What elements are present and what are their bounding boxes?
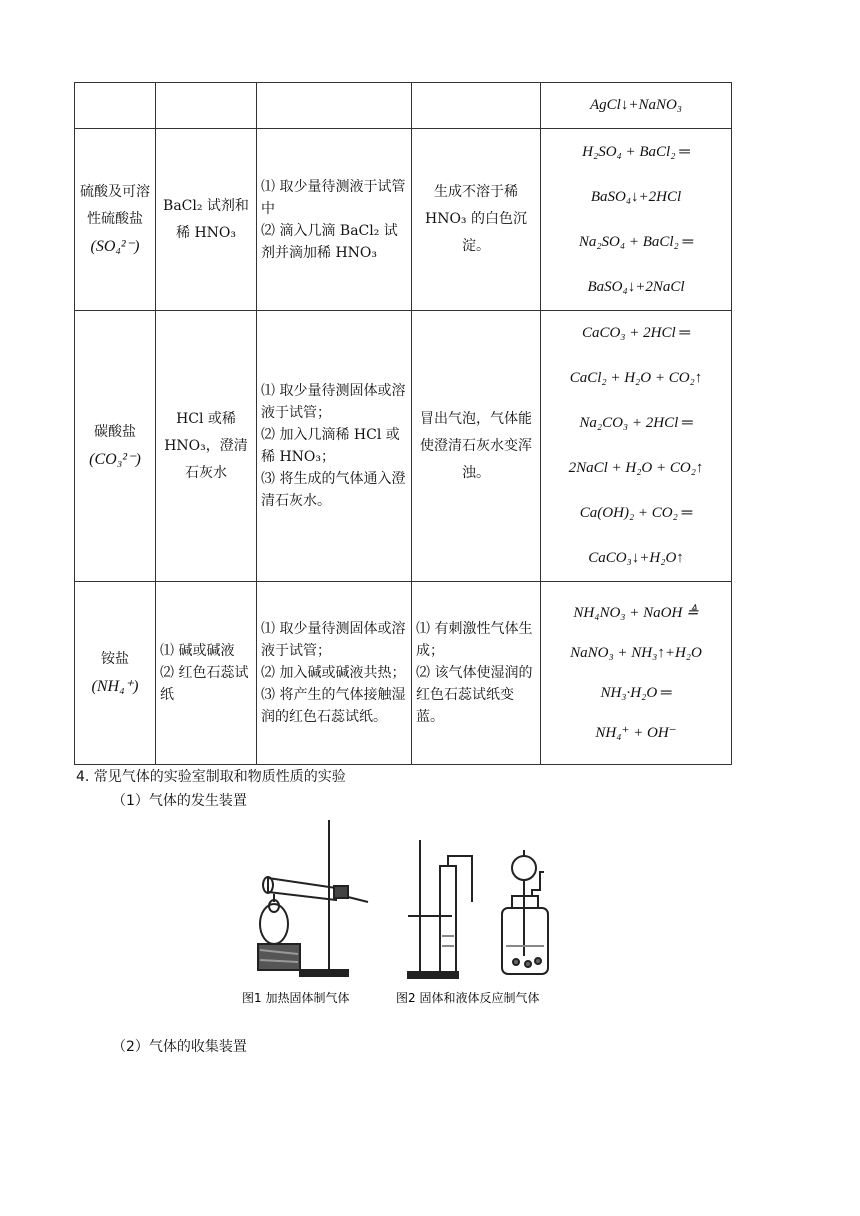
ion-name: 硫酸及可溶性硫酸盐 <box>80 184 150 227</box>
figure-caption-1: 图1 加热固体制气体 <box>242 991 350 1005</box>
equation: CaCl₂ + H₂O + CO₂↑ <box>569 370 703 386</box>
equation: NaNO₃ + NH₃↑+H₂O <box>570 645 702 661</box>
equation: BaSO₄↓+2NaCl <box>587 278 685 295</box>
subsection-heading: （2）气体的收集装置 <box>112 1039 247 1055</box>
equation: 2NaCl + H₂O + CO₂↑ <box>568 460 704 476</box>
ion-formula: (SO₄²⁻) <box>90 238 140 255</box>
ion-name: 碳酸盐 <box>94 424 136 440</box>
step: ⑴ 取少量待测固体或溶液于试管； <box>261 621 406 659</box>
step: ⑴ 取少量待测液于试管中 <box>261 178 406 217</box>
reagent: ⑴ 碱或碱液 <box>160 643 235 659</box>
phenomenon: 冒出气泡，气体能使澄清石灰水变浑浊。 <box>420 410 532 481</box>
table-row <box>75 129 732 311</box>
phenomenon: ⑴ 有刺激性气体生成； <box>416 621 533 659</box>
ion-formula: (CO₃²⁻) <box>89 451 141 468</box>
step: ⑶ 将生成的气体通入澄清石灰水。 <box>261 471 406 509</box>
table-row <box>75 311 732 582</box>
equation: Na₂CO₃ + 2HCl ═ <box>579 415 693 431</box>
section-heading: 4. 常见气体的实验室制取和物质性质的实验 <box>76 769 346 785</box>
figure-caption-2: 图2 固体和液体反应制气体 <box>396 991 540 1005</box>
step: ⑵ 加入几滴稀 HCl 或稀 HNO₃； <box>261 427 400 465</box>
equation: H₂SO₄ + BaCl₂ ═ <box>582 143 690 160</box>
phenomenon: ⑵ 该气体使湿润的红色石蕊试纸变蓝。 <box>416 665 533 725</box>
table-row <box>75 83 732 129</box>
step: ⑶ 将产生的气体接触湿润的红色石蕊试纸。 <box>261 687 406 725</box>
equation: AgCl↓+NaNO₃ <box>589 97 682 113</box>
step: ⑵ 加入碱或碱液共热； <box>261 665 406 681</box>
equation: BaSO₄↓+2HCl <box>590 188 682 205</box>
step: ⑵ 滴入几滴 BaCl₂ 试剂并滴加稀 HNO₃ <box>261 222 398 261</box>
equation: CaCO₃ + 2HCl ═ <box>581 325 691 341</box>
step: ⑴ 取少量待测固体或溶液于试管； <box>261 383 406 421</box>
equation: Na₂SO₄ + BaCl₂ ═ <box>578 233 694 250</box>
reagent: HCl 或稀 HNO₃，澄清石灰水 <box>164 410 248 481</box>
equation: Ca(OH)₂ + CO₂ ═ <box>579 505 693 521</box>
phenomenon: 生成不溶于稀 HNO₃ 的白色沉淀。 <box>425 184 527 254</box>
ion-test-table <box>74 82 732 765</box>
gas-generation-apparatus-figure <box>240 816 570 1012</box>
reagent: BaCl₂ 试剂和稀 HNO₃ <box>163 197 249 241</box>
equation: CaCO₃↓+H₂O↑ <box>588 550 684 566</box>
equation: NH₄NO₃ + NaOH ≜ <box>573 605 699 621</box>
equation: NH₄⁺ + OH⁻ <box>595 725 677 741</box>
ion-formula: (NH₄⁺) <box>91 678 139 695</box>
solid-liquid-apparatus-illustration <box>408 840 548 978</box>
heating-apparatus-illustration <box>258 820 368 976</box>
table-row <box>75 582 732 765</box>
reagent: ⑵ 红色石蕊试纸 <box>160 665 249 703</box>
subsection-heading: （1）气体的发生装置 <box>112 793 247 809</box>
equation: NH₃·H₂O ═ <box>600 685 672 701</box>
ion-name: 铵盐 <box>101 651 129 667</box>
